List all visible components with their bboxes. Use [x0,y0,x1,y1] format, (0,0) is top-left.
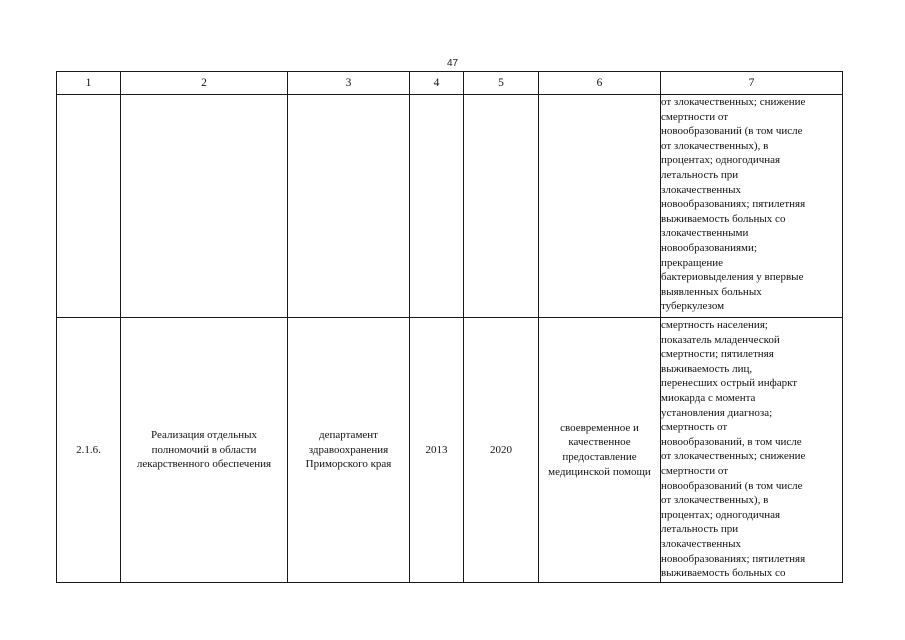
table-row-2-1-6 [57,318,843,583]
column-number-5: 5 [464,72,539,95]
indicators-text: смертность населения; показатель младенческой смертности; пятилетняя выживаемость лиц, перенесших острый инфаркт миокарда с момента установления диагноза; смертность от новообразований, в том числе от злокачественных; снижение смертности от новообразований (в том числе от злокачественных), в процентах; одногодичная летальность при злокачественных новообразованиях; пятилетняя выживаемость больных со [661,318,843,583]
measure-number: 2.1.6. [57,318,121,583]
table-header-row [57,72,843,95]
column-number-7: 7 [661,72,843,95]
expected-result: своевременное и качественное предоставление медицинской помощи [539,318,661,583]
column-number-2: 2 [121,72,288,95]
table-row-continued [57,95,843,318]
empty-cell [121,95,288,318]
empty-cell [410,95,464,318]
measure-name: Реализация отдельных полномочий в области лекарственного обеспечения [121,318,288,583]
indicators-continued-text: от злокачественных; снижение смертности от новообразований (в том числе от злокачественных), в процентах; одногодичная летальность при злокачественных новообразованиях; пятилетняя выживаемость больных со злокачественными новообразованиями; прекращение бактериовыделения у впервые выявленных больных туберкулезом [661,95,843,318]
program-table [56,71,843,583]
empty-cell [57,95,121,318]
page-number: 47 [446,58,459,69]
end-year: 2020 [464,318,539,583]
column-number-6: 6 [539,72,661,95]
column-number-3: 3 [288,72,410,95]
column-number-1: 1 [57,72,121,95]
empty-cell [288,95,410,318]
empty-cell [539,95,661,318]
start-year: 2013 [410,318,464,583]
responsible-executor: департамент здравоохранения Приморского края [288,318,410,583]
column-number-4: 4 [410,72,464,95]
empty-cell [464,95,539,318]
